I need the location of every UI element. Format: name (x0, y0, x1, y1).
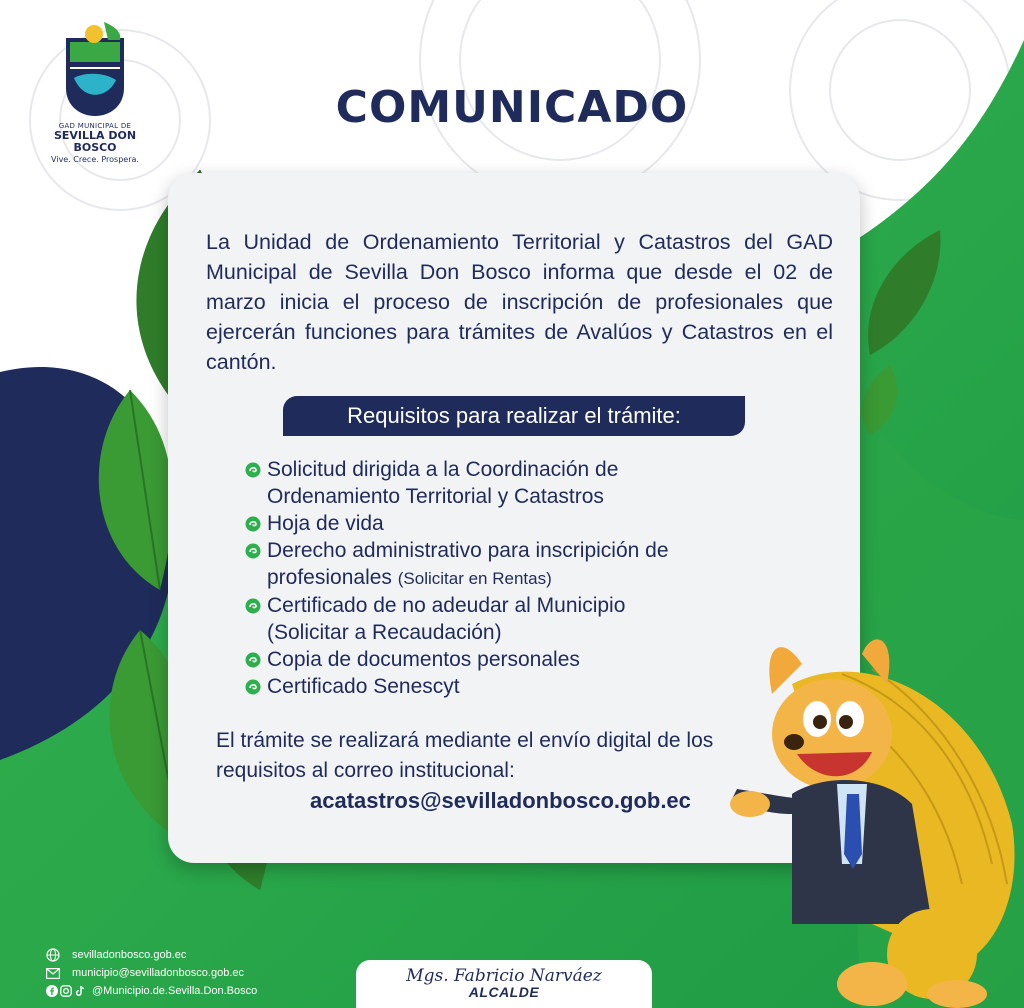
swirl-bullet-icon (245, 456, 267, 483)
social-handle[interactable]: @Municipio.de.Sevilla.Don.Bosco (92, 985, 258, 997)
institutional-email-link[interactable]: acatastros@sevilladonbosco.gob.ec (310, 788, 691, 813)
swirl-bullet-icon (245, 537, 267, 564)
contact-email-link[interactable]: municipio@sevilladonbosco.gob.ec (72, 967, 244, 979)
logo-name-line1: SEVILLA DON (53, 129, 137, 142)
footer-social-row (46, 982, 257, 1000)
requirements-title: Requisitos para realizar el trámite: (283, 396, 745, 436)
armadillo-mascot-illustration (722, 624, 1024, 1008)
list-item (245, 537, 805, 592)
intro-paragraph: La Unidad de Ordenamiento Territorial y Catastros del GAD Municipal de Sevilla Don Bosco informa que desde el 02 de marzo inicia el proceso de inscripción de profesionales que ejercerán funciones para trámites de Avalúos y Catastros en el cantón. (206, 230, 833, 374)
list-item-text: Derecho administrativo para inscripición de profesionales (Solicitar en Rentas) (267, 539, 669, 589)
logo-tagline: Vive. Crece. Prospera. (51, 155, 139, 164)
footer-email-row (46, 964, 257, 982)
globe-icon (46, 948, 62, 962)
facebook-icon[interactable] (46, 985, 58, 997)
list-item-text: Solicitud dirigida a la Coordinación de Ordenamiento Territorial y Catastros (267, 458, 619, 508)
mayor-signature-name: Mgs. Fabricio Narváez (406, 966, 602, 986)
list-item-text: Hoja de vida (267, 512, 384, 535)
requirements-list (245, 456, 805, 700)
swirl-bullet-icon (245, 510, 267, 537)
logo-name-line2: BOSCO (73, 141, 117, 154)
mail-icon (46, 966, 62, 980)
page-title: COMUNICADO (335, 82, 689, 133)
signature-box (356, 960, 652, 1008)
closing-paragraph: El trámite se realizará mediante el envío digital de los requisitos al correo institucional: (216, 729, 714, 782)
leaves-right-decoration (850, 225, 950, 435)
list-item (245, 592, 805, 646)
footer-contacts (46, 946, 257, 1000)
list-item-text: Certificado Senescyt (267, 675, 460, 698)
footer-website-row (46, 946, 257, 964)
swirl-bullet-icon (245, 592, 267, 619)
social-icons (46, 985, 86, 997)
list-item (245, 456, 805, 510)
mayor-title: ALCALDE (468, 984, 540, 1000)
list-item (245, 673, 805, 700)
logo-subtitle: GAD MUNICIPAL DE (58, 122, 132, 130)
swirl-bullet-icon (245, 673, 267, 700)
tiktok-icon[interactable] (74, 985, 86, 997)
list-item (245, 646, 805, 673)
instagram-icon[interactable] (60, 985, 72, 997)
swirl-bullet-icon (245, 646, 267, 673)
website-link[interactable]: sevilladonbosco.gob.ec (72, 949, 187, 961)
list-item-text: Copia de documentos personales (267, 648, 580, 671)
list-item (245, 510, 805, 537)
list-item-text: Certificado de no adeudar al Municipio (Solicitar a Recaudación) (267, 594, 626, 644)
